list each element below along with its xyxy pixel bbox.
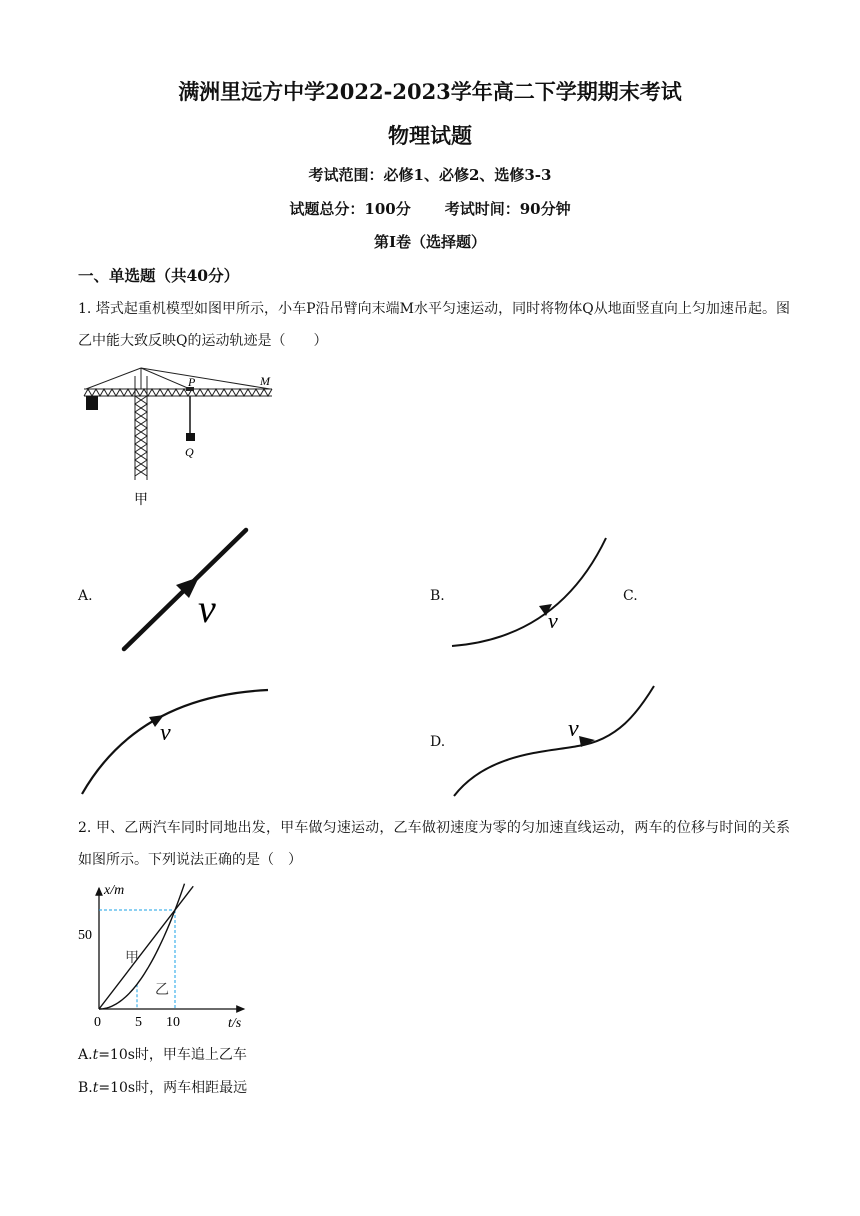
option-c-letter: C. — [623, 588, 638, 604]
x-tick-0: 0 — [94, 1015, 101, 1030]
option-a-v: v — [198, 586, 216, 631]
q2-option-b-letter: B. — [78, 1080, 93, 1096]
option-b-v: v — [548, 608, 558, 633]
x-axis-label: t/s — [228, 1016, 242, 1031]
option-d-v: v — [568, 716, 579, 742]
option-c-v: v — [160, 720, 171, 746]
crane-figure — [80, 362, 280, 512]
exam-subject: 物理试题 — [388, 123, 472, 148]
question-1-text: 1. 塔式起重机模型如图甲所示，小车P沿吊臂向末端M水平匀速运动，同时将物体Q从地面竖直向上匀加速吊起。图乙中能大致反映Q的运动轨迹是（ ） — [78, 301, 790, 349]
option-d-letter: D. — [430, 734, 446, 750]
q2-option-b — [78, 1077, 247, 1097]
option-a-trajectory — [110, 522, 260, 662]
option-d-trajectory — [448, 682, 668, 802]
exam-duration: 考试时间：90分钟 — [444, 200, 571, 218]
y-axis-label: x/m — [104, 883, 125, 898]
xt-chart — [78, 876, 258, 1034]
q2-option-b-var: t — [92, 1080, 99, 1096]
q2-option-a-letter: A. — [78, 1047, 93, 1063]
question-2-text: 2. 甲、乙两汽车同时同地出发，甲车做匀速运动，乙车做初速度为零的匀加速直线运动，两车的位移与时间的关系如图所示。下列说法正确的是（ ） — [78, 820, 790, 868]
x-tick-10: 10 — [166, 1015, 180, 1030]
figure-caption: 甲 — [134, 493, 148, 508]
section-title: 一、单选题（共40分） — [78, 266, 240, 285]
q2-option-b-text: =10s时，两车相距最远 — [98, 1080, 248, 1096]
volume-title: 第Ⅰ卷（选择题） — [373, 233, 487, 251]
exam-info — [0, 198, 860, 219]
q2-option-a-text: =10s时，甲车追上乙车 — [98, 1047, 247, 1063]
q2-option-a-var: t — [92, 1047, 99, 1063]
series-jia-line — [99, 886, 193, 1009]
label-p: P — [188, 375, 196, 389]
q2-option-a — [78, 1044, 247, 1064]
y-tick-50: 50 — [78, 928, 92, 943]
option-c-trajectory — [78, 682, 278, 800]
exam-title: 满洲里远方中学2022-2023学年高二下学期期末考试 — [178, 79, 682, 104]
exam-scope: 考试范围：必修1、必修2、选修3-3 — [308, 166, 552, 184]
series-yi-curve — [99, 884, 185, 1009]
label-m: M — [260, 374, 270, 388]
option-a-letter: A. — [78, 588, 93, 604]
total-score: 试题总分：100分 — [289, 200, 411, 218]
x-tick-5: 5 — [135, 1015, 142, 1030]
series-jia-label: 甲 — [125, 951, 139, 966]
label-q: Q — [185, 445, 194, 459]
option-b-letter: B. — [430, 588, 445, 604]
option-b-trajectory — [448, 534, 618, 654]
series-yi-label: 乙 — [155, 983, 169, 998]
